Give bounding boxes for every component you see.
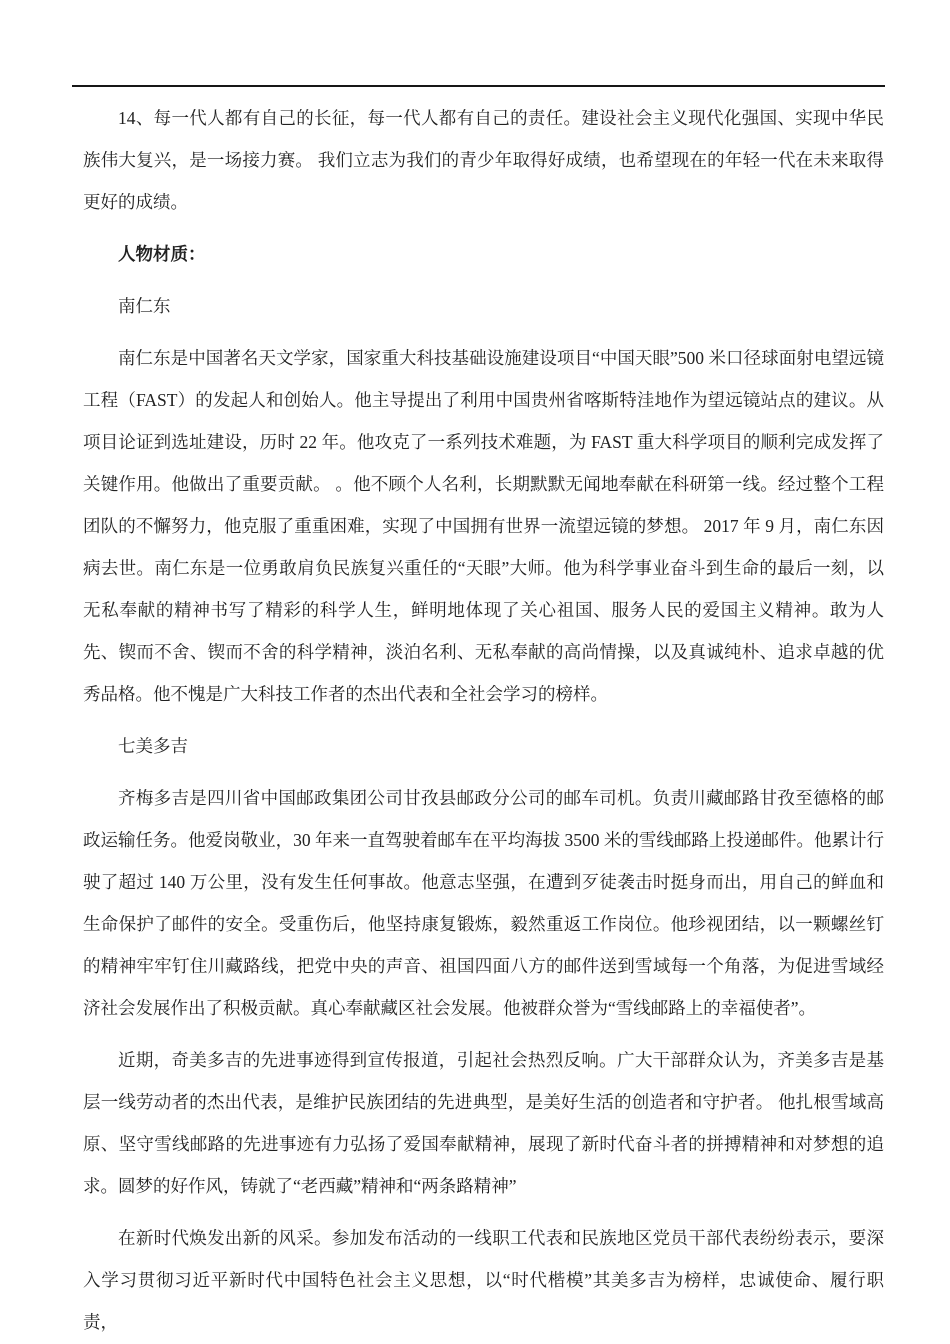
paragraph-nan-rendong-bio: 南仁东是中国著名天文学家，国家重大科技基础设施建设项目“中国天眼”500 米口径球面射电望远镜工程（FAST）的发起人和创始人。他主导提出了利用中国贵州省喀斯特洼地作为望远镜站点的建议。从项目论证到选址建设，历时 22 年。他攻克了一系列技术难题，为 FAST 重大科学项目的顺利完成发挥了关键作用。他做出了重要贡献。 。他不顾个人名利，长期默默无闻地奉献在科研第一线。经过整个工程团队的不懈努力，他克服了重重困难，实现了中国拥有世界一流望远镜的梦想。 2017 年 9 月，南仁东因病去世。南仁东是一位勇敢肩负民族复兴重任的“天眼”大师。他为科学事业奋斗到生命的最后一刻，以无私奉献的精神书写了精彩的科学人生，鲜明地体现了关心祖国、服务人民的爱国主义精神。敢为人先、锲而不舍、锲而不舍的科学精神，淡泊名利、无私奉献的高尚情操，以及真诚纯朴、追求卓越的优秀品格。他不愧是广大科技工作者的杰出代表和全社会学习的榜样。	[83, 348, 884, 704]
heading-character-material: 人物材质：	[118, 244, 206, 264]
paragraph-qimei-duoji-bio: 齐梅多吉是四川省中国邮政集团公司甘孜县邮政分公司的邮车司机。负责川藏邮路甘孜至德格的邮政运输任务。他爱岗敬业，30 年来一直驾驶着邮车在平均海拔 3500 米的雪线邮路上投递邮件。他累计行驶了超过 140 万公里，没有发生任何事故。他意志坚强，在遭到歹徒袭击时挺身而出，用自己的鲜血和生命保护了邮件的安全。受重伤后，他坚持康复锻炼，毅然重返工作岗位。他珍视团结，以一颗螺丝钉的精神牢牢钉住川藏路线，把党中央的声音、祖国四面八方的邮件送到雪域每一个角落，为促进雪域经济社会发展作出了积极贡献。真心奉献藏区社会发展。他被群众誉为“雪线邮路上的幸福使者”。	[83, 788, 884, 1018]
heading-qimei-duoji: 七美多吉	[118, 736, 188, 756]
paragraph-publicity-response: 近期，奇美多吉的先进事迹得到宣传报道，引起社会热烈反响。广大干部群众认为，齐美多吉是基层一线劳动者的杰出代表，是维护民族团结的先进典型，是美好生活的创造者和守护者。 他扎根雪域高原、坚守雪线邮路的先进事迹有力弘扬了爱国奉献精神，展现了新时代奋斗者的拼搏精神和对梦想的追求。圆梦的好作风，铸就了“老西藏”精神和“两条路精神”	[83, 1050, 884, 1196]
document-body	[83, 97, 884, 1344]
heading-nan-rendong: 南仁东	[118, 296, 171, 316]
paragraph-generation-responsibility: 14、每一代人都有自己的长征，每一代人都有自己的责任。建设社会主义现代化强国、实现中华民族伟大复兴，是一场接力赛。 我们立志为我们的青少年取得好成绩，也希望现在的年轻一代在未来取得更好的成绩。	[83, 108, 884, 212]
horizontal-rule	[72, 85, 885, 87]
paragraph-new-era-pledge: 在新时代焕发出新的风采。参加发布活动的一线职工代表和民族地区党员干部代表纷纷表示，要深入学习贯彻习近平新时代中国特色社会主义思想，以“时代楷模”其美多吉为榜样，忠诚使命、履行职责，	[83, 1228, 884, 1332]
